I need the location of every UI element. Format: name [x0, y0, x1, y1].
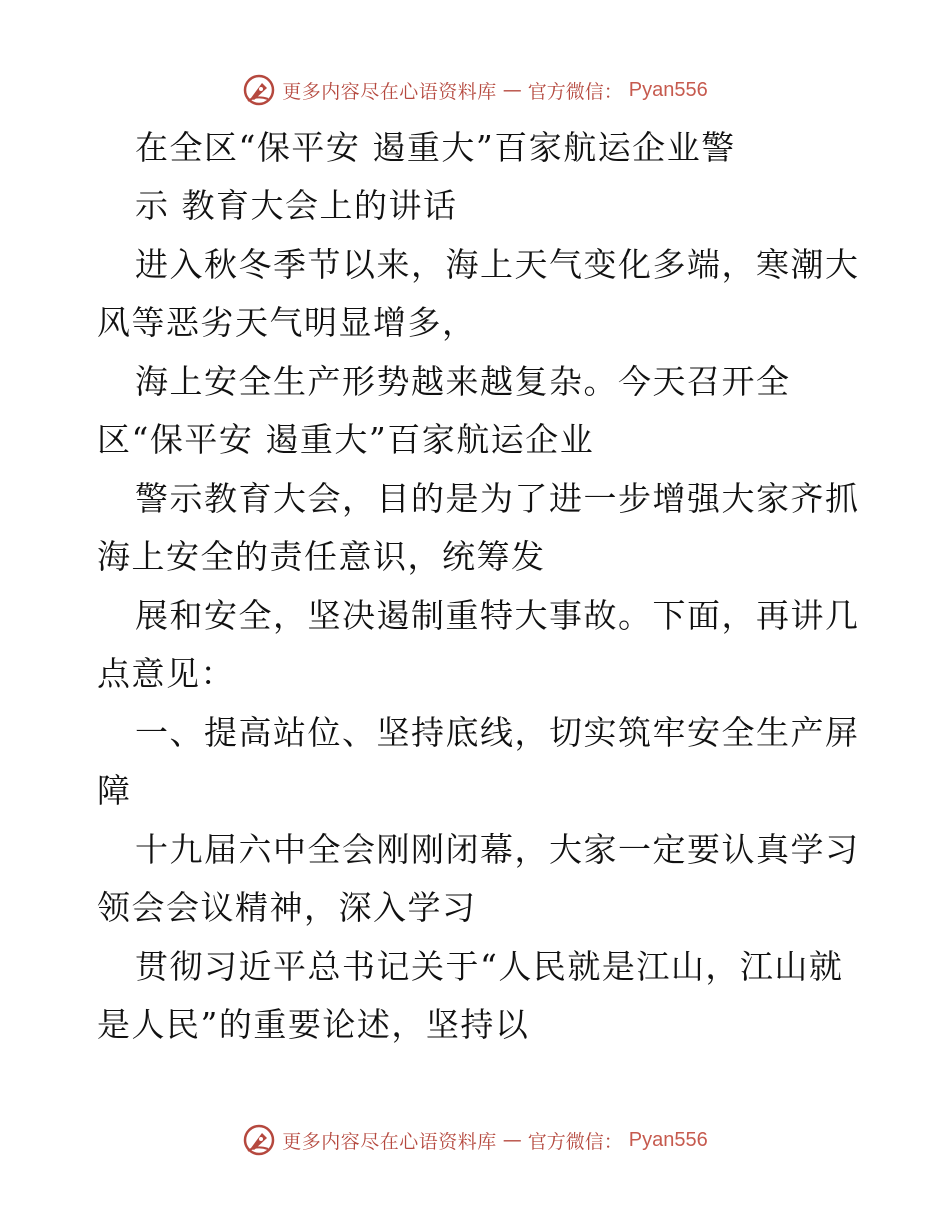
- document-title-line-2: 示 教育大会上的讲话: [135, 186, 458, 225]
- paragraph-line: 海上安全的责任意识，统筹发: [97, 537, 546, 576]
- watermark-banner-bottom: [0, 1120, 950, 1160]
- section-heading-line: 一、提高站位、坚持底线，切实筑牢安全生产屏: [135, 713, 860, 752]
- watermark-separator: —: [502, 1129, 522, 1151]
- paragraph-line: 警示教育大会，目的是为了进一步增强大家齐抓: [135, 479, 860, 518]
- watermark-banner-top: [0, 70, 950, 110]
- paragraph-line: 进入秋冬季节以来，海上天气变化多端，寒潮大: [135, 245, 860, 284]
- watermark-text: 更多内容尽在心语资料库: [282, 1130, 497, 1153]
- paragraph-line: 是人民”的重要论述，坚持以: [97, 1005, 530, 1044]
- watermark-text: 更多内容尽在心语资料库: [282, 80, 497, 103]
- paragraph-line: 海上安全生产形势越来越复杂。今天召开全: [135, 362, 791, 401]
- paragraph-line: 贯彻习近平总书记关于“人民就是江山，江山就: [135, 947, 844, 986]
- paragraph-line: 展和安全，坚决遏制重特大事故。下面，再讲几: [135, 596, 860, 635]
- watermark-label: 官方微信：: [527, 1130, 623, 1153]
- section-heading-line: 障: [97, 771, 132, 810]
- watermark-account: Pyan556: [628, 78, 708, 101]
- watermark-separator: —: [502, 79, 522, 101]
- paragraph-line: 点意见：: [97, 654, 235, 693]
- paragraph-line: 风等恶劣天气明显增多，: [97, 303, 477, 342]
- pen-nib-logo-icon: [242, 1123, 276, 1157]
- document-title-line-1: 在全区“保平安 遏重大”百家航运企业警: [135, 128, 736, 167]
- paragraph-line: 领会会议精神，深入学习: [97, 888, 477, 927]
- watermark-label: 官方微信：: [527, 80, 623, 103]
- paragraph-line: 区“保平安 遏重大”百家航运企业: [97, 420, 595, 459]
- pen-nib-logo-icon: [242, 73, 276, 107]
- paragraph-line: 十九届六中全会刚刚闭幕，大家一定要认真学习: [135, 830, 860, 869]
- watermark-account: Pyan556: [628, 1128, 708, 1151]
